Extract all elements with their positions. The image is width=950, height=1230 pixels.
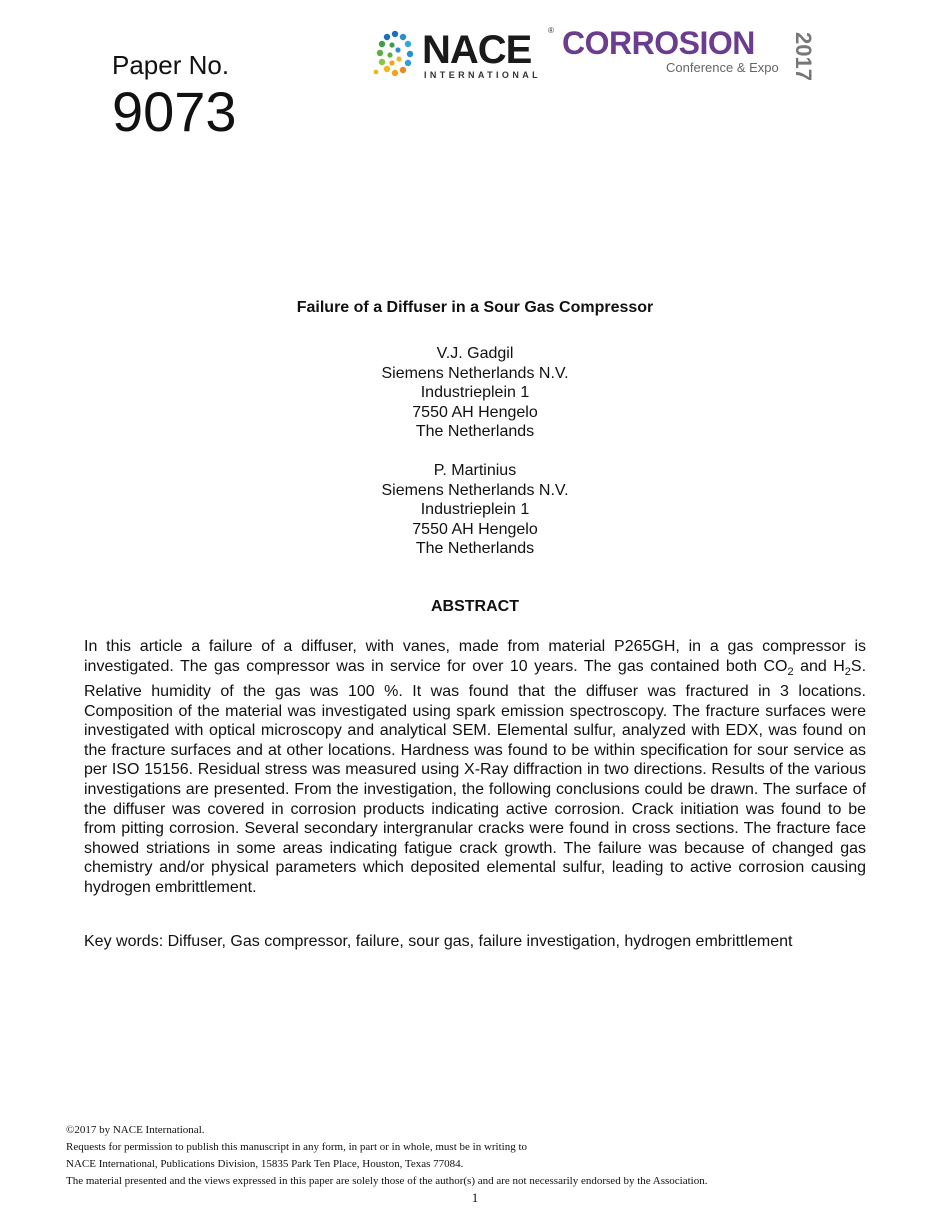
author-affiliation: Siemens Netherlands N.V. [381,364,569,382]
corrosion-wordmark: CORROSION [562,25,755,61]
author-affiliation: Siemens Netherlands N.V. [381,481,569,499]
page-number: 1 [471,1190,479,1205]
corrosion-logo [562,26,832,82]
footer-line: Requests for permission to publish this manuscript in any form, in part or in whole, must be in writing to [66,1141,528,1153]
subscript: 2 [787,665,794,678]
abstract-text-part: In this article a failure of a diffuser, with vanes, made from material P265GH, in a gas compressor is investigated. The gas compressor was in service for over 10 years. The gas contained both CO [84,638,866,675]
author-city: 7550 AH Hengelo [412,520,538,538]
paper-title: Failure of a Diffuser in a Sour Gas Compressor [296,299,654,316]
author-country: The Netherlands [415,423,535,441]
footer-line: ©2017 by NACE International. [66,1124,205,1136]
footer-line: NACE International, Publications Division, 15835 Park Ten Place, Houston, Texas 77084. [66,1158,464,1170]
author-street: Industrieplein 1 [420,501,530,519]
author-city: 7550 AH Hengelo [412,403,538,421]
author-country: The Netherlands [415,540,535,558]
author-street: Industrieplein 1 [420,384,530,402]
abstract-text-part: and H [793,657,845,675]
paper-number: 9073 [112,80,237,143]
nace-wordmark: NACE [422,28,532,72]
registered-mark: ® [548,26,554,35]
author-block [0,344,950,442]
subscript: 2 [844,665,851,678]
footer-line: The material presented and the views expressed in this paper are solely those of the author(s) and are not necessarily endorsed by the Association. [66,1175,708,1187]
abstract-text [84,637,866,897]
author-name: V.J. Gadgil [436,345,514,362]
keywords: Key words: Diffuser, Gas compressor, failure, sour gas, failure investigation, hydrogen embrittlement [84,933,793,950]
svg-text:2017: 2017 [791,32,816,81]
nace-globe-icon [370,28,420,82]
nace-subtitle: INTERNATIONAL [424,70,542,80]
corrosion-subtitle: Conference & Expo [666,60,779,75]
abstract-heading: ABSTRACT [431,598,519,615]
copyright-footer [66,1122,707,1190]
author-block [0,461,950,559]
nace-logo [370,26,560,82]
corrosion-year [788,30,820,82]
paper-number-label: Paper No. [112,50,230,80]
abstract-text-part: S. Relative humidity of the gas was 100 %. It was found that the diffuser was fractured in 3 locations. Composition of the material was investigated using spark emission spectroscopy. The fracture surfaces were investigated with optical microscopy and analytical SEM. Elemental sulfur, analyzed with EDX, was found on the fracture surfaces and at other locations. Hardness was found to be within specification for sour service as per ISO 15156. Residual stress was measured using X-Ray diffraction in two directions. Results of the various investigations are presented. From the investigation, the following conclusions could be drawn. The surface of the diffuser was covered in corrosion products indicating active corrosion. Crack initiation was found to be from pitting corrosion. Several secondary intergranular cracks were found in cross sections. The fracture face showed striations in some areas indicating fatigue crack growth. The failure was because of changed gas chemistry and/or physical parameters which deposited elemental sulfur, leading to active corrosion causing hydrogen embrittlement. [84,657,867,896]
paper-number-block [112,50,237,142]
author-name: P. Martinius [433,462,517,479]
